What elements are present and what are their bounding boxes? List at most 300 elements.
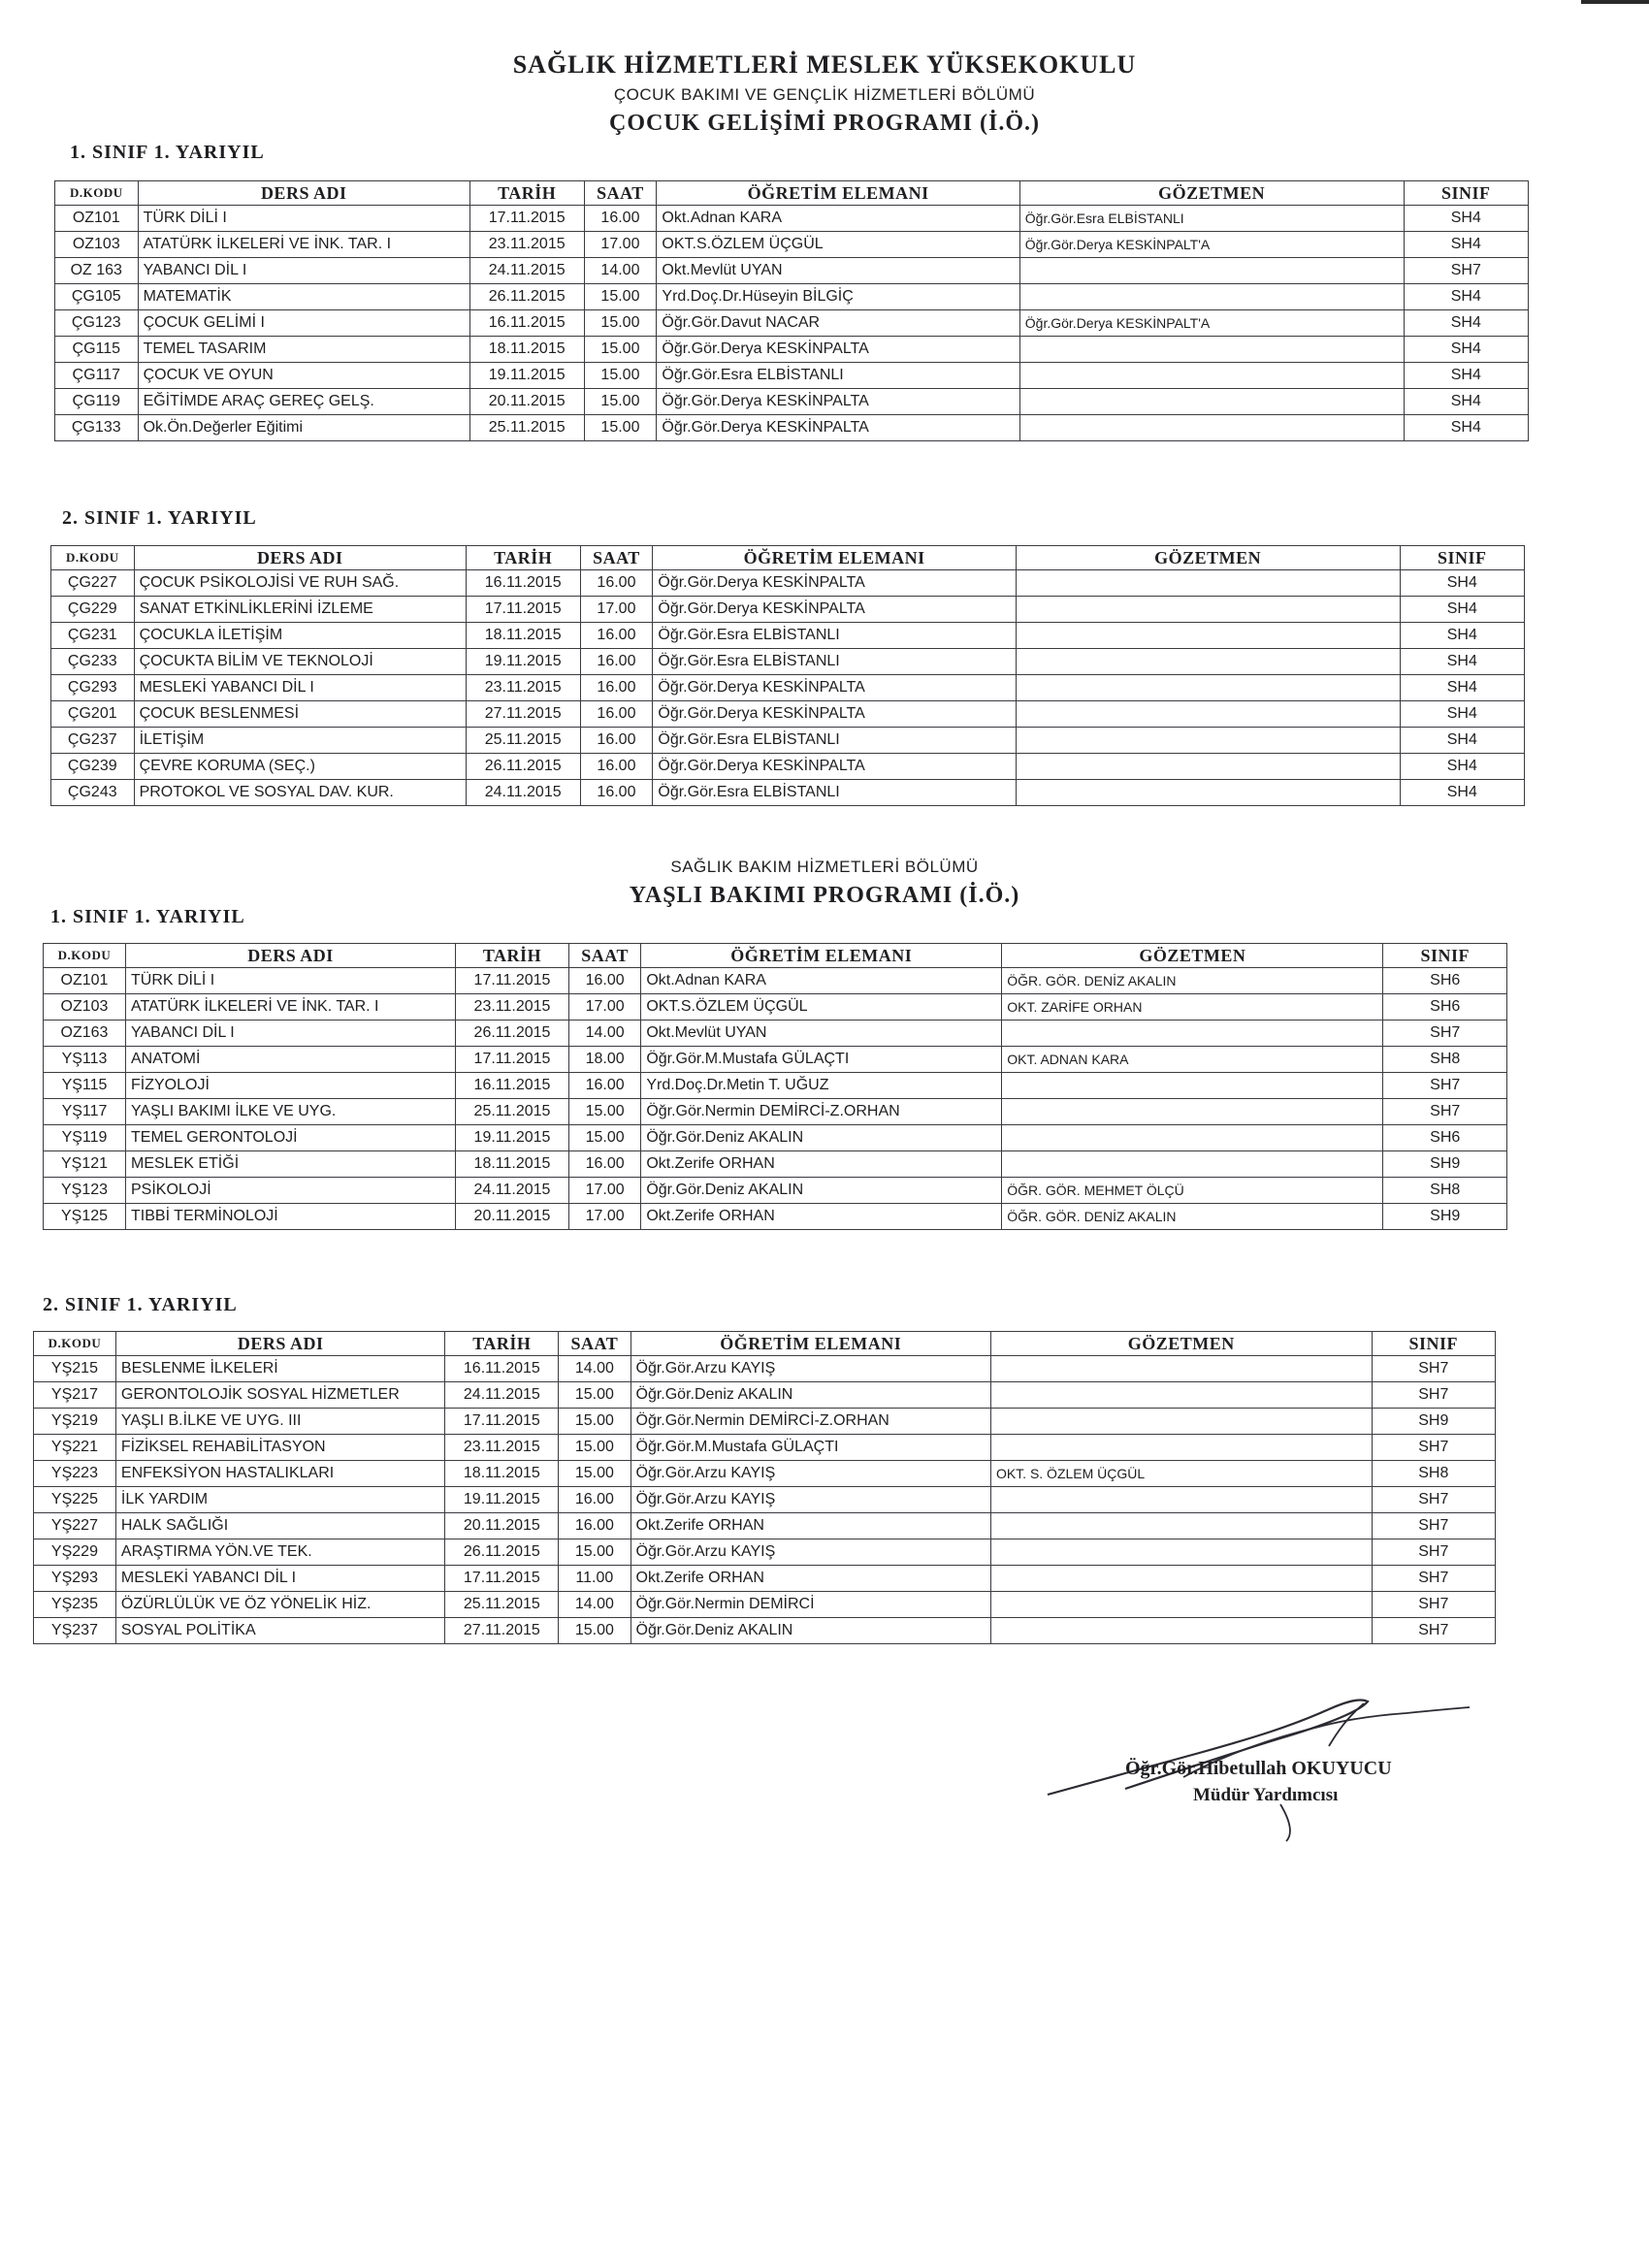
department-title-1: ÇOCUK BAKIMI VE GENÇLİK HİZMETLERİ BÖLÜMÜ xyxy=(613,85,1036,104)
cell-instructor: Okt.Mevlüt UYAN xyxy=(657,258,1019,284)
table-row xyxy=(51,701,1525,728)
cell-room: SH7 xyxy=(1372,1592,1495,1618)
column-header: D.KODU xyxy=(44,944,126,968)
cell-instructor: Öğr.Gör.Derya KESKİNPALTA xyxy=(653,701,1016,728)
cell-date: 17.11.2015 xyxy=(456,968,569,994)
table-row xyxy=(34,1618,1496,1644)
cell-instructor: Öğr.Gör.Deniz AKALIN xyxy=(641,1178,1002,1204)
column-header: GÖZETMEN xyxy=(1019,181,1404,206)
cell-code: ÇG201 xyxy=(51,701,135,728)
column-header: DERS ADI xyxy=(138,181,469,206)
school-title: SAĞLIK HİZMETLERİ MESLEK YÜKSEKOKULU xyxy=(512,50,1137,79)
cell-date: 16.11.2015 xyxy=(469,310,584,337)
cell-time: 16.00 xyxy=(568,1073,640,1099)
cell-date: 19.11.2015 xyxy=(466,649,580,675)
cell-time: 14.00 xyxy=(559,1592,630,1618)
cell-code: ÇG227 xyxy=(51,570,135,597)
cell-time: 14.00 xyxy=(584,258,657,284)
section-title-yb-2: 2. SINIF 1. YARIYIL xyxy=(43,1294,238,1315)
cell-date: 26.11.2015 xyxy=(445,1539,559,1566)
cell-room: SH4 xyxy=(1400,649,1524,675)
cell-instructor: Öğr.Gör.Deniz AKALIN xyxy=(641,1125,1002,1151)
cell-proctor: Öğr.Gör.Derya KESKİNPALT'A xyxy=(1019,232,1404,258)
cell-code: OZ163 xyxy=(44,1021,126,1047)
table-row xyxy=(44,1151,1507,1178)
cell-instructor: Öğr.Gör.Derya KESKİNPALTA xyxy=(657,389,1019,415)
signatory-name: Öğr.Gör.Hibetullah OKUYUCU xyxy=(1125,1758,1392,1779)
cell-instructor: Öğr.Gör.Derya KESKİNPALTA xyxy=(653,675,1016,701)
cell-room: SH4 xyxy=(1404,206,1528,232)
cell-proctor xyxy=(990,1409,1372,1435)
cell-proctor xyxy=(1002,1125,1383,1151)
table-row xyxy=(51,623,1525,649)
cell-room: SH7 xyxy=(1372,1487,1495,1513)
cell-instructor: Öğr.Gör.Derya KESKİNPALTA xyxy=(653,597,1016,623)
table-header-row xyxy=(51,546,1525,570)
column-header: DERS ADI xyxy=(115,1332,445,1356)
cell-time: 16.00 xyxy=(580,649,653,675)
table-header-row xyxy=(34,1332,1496,1356)
cell-course: ARAŞTIRMA YÖN.VE TEK. xyxy=(115,1539,445,1566)
cell-time: 17.00 xyxy=(580,597,653,623)
cell-time: 15.00 xyxy=(584,337,657,363)
cell-course: MESLEKİ YABANCI DİL I xyxy=(115,1566,445,1592)
cell-proctor xyxy=(990,1435,1372,1461)
table-row xyxy=(34,1592,1496,1618)
cell-course: İLETİŞİM xyxy=(134,728,466,754)
cell-course: YABANCI DİL I xyxy=(126,1021,456,1047)
cell-code: ÇG237 xyxy=(51,728,135,754)
cell-room: SH4 xyxy=(1404,284,1528,310)
cell-proctor xyxy=(990,1566,1372,1592)
cell-instructor: Okt.Zerife ORHAN xyxy=(641,1151,1002,1178)
table-row xyxy=(55,258,1529,284)
cell-time: 11.00 xyxy=(559,1566,630,1592)
cell-course: TIBBİ TERMİNOLOJİ xyxy=(126,1204,456,1230)
cell-instructor: Öğr.Gör.Derya KESKİNPALTA xyxy=(657,415,1019,441)
cell-course: SOSYAL POLİTİKA xyxy=(115,1618,445,1644)
cell-time: 16.00 xyxy=(584,206,657,232)
cell-date: 19.11.2015 xyxy=(456,1125,569,1151)
cell-instructor: Yrd.Doç.Dr.Hüseyin BİLGİÇ xyxy=(657,284,1019,310)
cell-proctor xyxy=(1016,728,1400,754)
cell-time: 15.00 xyxy=(559,1409,630,1435)
cell-room: SH4 xyxy=(1404,337,1528,363)
cell-time: 18.00 xyxy=(568,1047,640,1073)
cell-code: ÇG233 xyxy=(51,649,135,675)
column-header: SAAT xyxy=(568,944,640,968)
cell-room: SH7 xyxy=(1383,1073,1507,1099)
table-row xyxy=(44,1204,1507,1230)
cell-date: 24.11.2015 xyxy=(456,1178,569,1204)
cell-room: SH7 xyxy=(1372,1539,1495,1566)
cell-course: TÜRK DİLİ I xyxy=(138,206,469,232)
cell-instructor: Öğr.Gör.Nermin DEMİRCİ xyxy=(630,1592,990,1618)
cell-course: YAŞLI B.İLKE VE UYG. III xyxy=(115,1409,445,1435)
cell-room: SH9 xyxy=(1383,1204,1507,1230)
cell-instructor: Öğr.Gör.Esra ELBİSTANLI xyxy=(653,780,1016,806)
cell-course: ÇEVRE KORUMA (SEÇ.) xyxy=(134,754,466,780)
column-header: TARİH xyxy=(445,1332,559,1356)
cell-code: ÇG243 xyxy=(51,780,135,806)
table-row xyxy=(55,389,1529,415)
cell-code: ÇG119 xyxy=(55,389,139,415)
cell-room: SH7 xyxy=(1372,1618,1495,1644)
cell-date: 26.11.2015 xyxy=(469,284,584,310)
cell-time: 15.00 xyxy=(559,1539,630,1566)
cell-proctor xyxy=(1019,337,1404,363)
cell-time: 15.00 xyxy=(584,415,657,441)
cell-course: MATEMATİK xyxy=(138,284,469,310)
cell-proctor xyxy=(1016,570,1400,597)
cell-proctor: ÖĞR. GÖR. DENİZ AKALIN xyxy=(1002,968,1383,994)
cell-room: SH8 xyxy=(1383,1178,1507,1204)
cell-code: OZ103 xyxy=(44,994,126,1021)
table-row xyxy=(34,1409,1496,1435)
cell-date: 17.11.2015 xyxy=(469,206,584,232)
table-row xyxy=(55,310,1529,337)
table-row xyxy=(44,968,1507,994)
column-header: GÖZETMEN xyxy=(1002,944,1383,968)
table-row xyxy=(44,1047,1507,1073)
cell-room: SH6 xyxy=(1383,968,1507,994)
column-header: TARİH xyxy=(466,546,580,570)
cell-instructor: Öğr.Gör.Deniz AKALIN xyxy=(630,1618,990,1644)
cell-code: YŞ235 xyxy=(34,1592,116,1618)
cell-code: YŞ125 xyxy=(44,1204,126,1230)
cell-room: SH7 xyxy=(1372,1435,1495,1461)
cell-date: 16.11.2015 xyxy=(466,570,580,597)
cell-date: 20.11.2015 xyxy=(445,1513,559,1539)
cell-proctor: OKT. S. ÖZLEM ÜÇGÜL xyxy=(990,1461,1372,1487)
cell-date: 19.11.2015 xyxy=(469,363,584,389)
cell-instructor: Okt.Zerife ORHAN xyxy=(630,1566,990,1592)
cell-proctor xyxy=(1016,597,1400,623)
cell-code: ÇG229 xyxy=(51,597,135,623)
section-title-cg-2: 2. SINIF 1. YARIYIL xyxy=(62,507,257,529)
cell-instructor: Okt.Zerife ORHAN xyxy=(630,1513,990,1539)
column-header: D.KODU xyxy=(55,181,139,206)
cell-code: ÇG231 xyxy=(51,623,135,649)
schedule-table-yb-1 xyxy=(43,943,1507,1230)
cell-proctor xyxy=(1019,389,1404,415)
cell-proctor xyxy=(1016,623,1400,649)
table-row xyxy=(44,1073,1507,1099)
cell-date: 16.11.2015 xyxy=(445,1356,559,1382)
cell-code: OZ101 xyxy=(44,968,126,994)
cell-code: YŞ217 xyxy=(34,1382,116,1409)
table-row xyxy=(34,1487,1496,1513)
cell-room: SH4 xyxy=(1400,780,1524,806)
schedule-table-cg-2 xyxy=(50,545,1525,806)
cell-code: YŞ221 xyxy=(34,1435,116,1461)
cell-date: 17.11.2015 xyxy=(445,1566,559,1592)
cell-date: 27.11.2015 xyxy=(445,1618,559,1644)
cell-room: SH4 xyxy=(1404,310,1528,337)
cell-code: YŞ237 xyxy=(34,1618,116,1644)
cell-proctor xyxy=(1002,1151,1383,1178)
cell-course: ATATÜRK İLKELERİ VE İNK. TAR. I xyxy=(138,232,469,258)
section-title-cg-1: 1. SINIF 1. YARIYIL xyxy=(70,142,265,163)
cell-room: SH4 xyxy=(1404,415,1528,441)
cell-room: SH8 xyxy=(1383,1047,1507,1073)
cell-instructor: Öğr.Gör.Deniz AKALIN xyxy=(630,1382,990,1409)
cell-instructor: Öğr.Gör.Derya KESKİNPALTA xyxy=(653,754,1016,780)
cell-instructor: Yrd.Doç.Dr.Metin T. UĞUZ xyxy=(641,1073,1002,1099)
cell-code: OZ101 xyxy=(55,206,139,232)
program-title-1: ÇOCUK GELİŞİMİ PROGRAMI (İ.Ö.) xyxy=(608,111,1040,136)
cell-room: SH6 xyxy=(1383,1125,1507,1151)
cell-proctor xyxy=(990,1592,1372,1618)
cell-code: YŞ225 xyxy=(34,1487,116,1513)
cell-code: YŞ215 xyxy=(34,1356,116,1382)
department-title-2: SAĞLIK BAKIM HİZMETLERİ BÖLÜMÜ xyxy=(670,858,979,876)
table-header-row xyxy=(55,181,1529,206)
cell-room: SH9 xyxy=(1372,1409,1495,1435)
cell-room: SH4 xyxy=(1400,570,1524,597)
table-row xyxy=(34,1382,1496,1409)
cell-date: 16.11.2015 xyxy=(456,1073,569,1099)
table-row xyxy=(51,728,1525,754)
cell-code: YŞ113 xyxy=(44,1047,126,1073)
cell-instructor: Okt.Adnan KARA xyxy=(657,206,1019,232)
cell-date: 20.11.2015 xyxy=(469,389,584,415)
cell-room: SH4 xyxy=(1404,363,1528,389)
cell-room: SH4 xyxy=(1400,623,1524,649)
cell-course: ENFEKSİYON HASTALIKLARI xyxy=(115,1461,445,1487)
cell-proctor xyxy=(1002,1021,1383,1047)
cell-proctor xyxy=(990,1513,1372,1539)
column-header: ÖĞRETİM ELEMANI xyxy=(641,944,1002,968)
column-header: ÖĞRETİM ELEMANI xyxy=(653,546,1016,570)
cell-time: 15.00 xyxy=(559,1435,630,1461)
cell-proctor xyxy=(1016,649,1400,675)
table-row xyxy=(55,363,1529,389)
cell-code: ÇG115 xyxy=(55,337,139,363)
cell-instructor: Öğr.Gör.M.Mustafa GÜLAÇTI xyxy=(630,1435,990,1461)
cell-course: TEMEL GERONTOLOJİ xyxy=(126,1125,456,1151)
cell-instructor: Öğr.Gör.Davut NACAR xyxy=(657,310,1019,337)
cell-date: 26.11.2015 xyxy=(466,754,580,780)
cell-date: 17.11.2015 xyxy=(445,1409,559,1435)
cell-time: 15.00 xyxy=(568,1125,640,1151)
cell-proctor xyxy=(990,1382,1372,1409)
column-header: SINIF xyxy=(1372,1332,1495,1356)
column-header: GÖZETMEN xyxy=(990,1332,1372,1356)
column-header: TARİH xyxy=(469,181,584,206)
cell-course: ÖZÜRLÜLÜK VE ÖZ YÖNELİK HİZ. xyxy=(115,1592,445,1618)
cell-date: 26.11.2015 xyxy=(456,1021,569,1047)
table-row xyxy=(44,994,1507,1021)
cell-code: ÇG239 xyxy=(51,754,135,780)
cell-proctor xyxy=(990,1618,1372,1644)
cell-proctor xyxy=(1019,284,1404,310)
cell-room: SH7 xyxy=(1383,1021,1507,1047)
cell-date: 17.11.2015 xyxy=(466,597,580,623)
cell-room: SH4 xyxy=(1400,754,1524,780)
cell-time: 15.00 xyxy=(559,1382,630,1409)
cell-course: PROTOKOL VE SOSYAL DAV. KUR. xyxy=(134,780,466,806)
cell-course: ÇOCUK BESLENMESİ xyxy=(134,701,466,728)
cell-course: ÇOCUKLA İLETİŞİM xyxy=(134,623,466,649)
cell-proctor xyxy=(1019,415,1404,441)
table-row xyxy=(34,1566,1496,1592)
table-row xyxy=(51,570,1525,597)
cell-course: TÜRK DİLİ I xyxy=(126,968,456,994)
cell-date: 19.11.2015 xyxy=(445,1487,559,1513)
cell-course: BESLENME İLKELERİ xyxy=(115,1356,445,1382)
cell-date: 25.11.2015 xyxy=(445,1592,559,1618)
cell-time: 16.00 xyxy=(580,780,653,806)
cell-instructor: Öğr.Gör.Esra ELBİSTANLI xyxy=(657,363,1019,389)
section-title-yb-1: 1. SINIF 1. YARIYIL xyxy=(50,906,245,927)
cell-time: 14.00 xyxy=(568,1021,640,1047)
cell-date: 25.11.2015 xyxy=(456,1099,569,1125)
cell-proctor xyxy=(1002,1099,1383,1125)
cell-instructor: OKT.S.ÖZLEM ÜÇGÜL xyxy=(657,232,1019,258)
column-header: D.KODU xyxy=(34,1332,116,1356)
cell-room: SH8 xyxy=(1372,1461,1495,1487)
cell-time: 15.00 xyxy=(584,389,657,415)
cell-room: SH7 xyxy=(1404,258,1528,284)
table-row xyxy=(51,754,1525,780)
cell-course: FİZİKSEL REHABİLİTASYON xyxy=(115,1435,445,1461)
table-row xyxy=(34,1513,1496,1539)
cell-code: ÇG133 xyxy=(55,415,139,441)
column-header: D.KODU xyxy=(51,546,135,570)
cell-code: ÇG105 xyxy=(55,284,139,310)
cell-course: FİZYOLOJİ xyxy=(126,1073,456,1099)
cell-instructor: Öğr.Gör.Arzu KAYIŞ xyxy=(630,1356,990,1382)
table-row xyxy=(44,1099,1507,1125)
column-header: SAAT xyxy=(584,181,657,206)
cell-date: 18.11.2015 xyxy=(445,1461,559,1487)
cell-date: 24.11.2015 xyxy=(466,780,580,806)
cell-proctor: Öğr.Gör.Derya KESKİNPALT'A xyxy=(1019,310,1404,337)
cell-code: YŞ219 xyxy=(34,1409,116,1435)
cell-instructor: OKT.S.ÖZLEM ÜÇGÜL xyxy=(641,994,1002,1021)
cell-proctor xyxy=(1019,363,1404,389)
table-row xyxy=(44,1021,1507,1047)
table-row xyxy=(55,337,1529,363)
cell-time: 16.00 xyxy=(568,1151,640,1178)
cell-date: 20.11.2015 xyxy=(456,1204,569,1230)
cell-course: ATATÜRK İLKELERİ VE İNK. TAR. I xyxy=(126,994,456,1021)
cell-room: SH4 xyxy=(1400,597,1524,623)
cell-proctor xyxy=(990,1356,1372,1382)
column-header: TARİH xyxy=(456,944,569,968)
cell-code: YŞ293 xyxy=(34,1566,116,1592)
column-header: SAAT xyxy=(559,1332,630,1356)
cell-room: SH7 xyxy=(1372,1566,1495,1592)
cell-time: 15.00 xyxy=(568,1099,640,1125)
cell-room: SH4 xyxy=(1400,728,1524,754)
cell-time: 16.00 xyxy=(580,728,653,754)
cell-time: 16.00 xyxy=(568,968,640,994)
cell-code: ÇG117 xyxy=(55,363,139,389)
table-row xyxy=(51,675,1525,701)
cell-course: TEMEL TASARIM xyxy=(138,337,469,363)
cell-proctor xyxy=(990,1539,1372,1566)
column-header: SINIF xyxy=(1404,181,1528,206)
cell-course: HALK SAĞLIĞI xyxy=(115,1513,445,1539)
table-row xyxy=(55,415,1529,441)
cell-time: 16.00 xyxy=(580,754,653,780)
cell-course: ÇOCUK GELİMİ I xyxy=(138,310,469,337)
cell-time: 16.00 xyxy=(559,1513,630,1539)
cell-code: OZ 163 xyxy=(55,258,139,284)
cell-room: SH7 xyxy=(1372,1513,1495,1539)
cell-date: 25.11.2015 xyxy=(466,728,580,754)
cell-course: ÇOCUK PSİKOLOJİSİ VE RUH SAĞ. xyxy=(134,570,466,597)
cell-course: SANAT ETKİNLİKLERİNİ İZLEME xyxy=(134,597,466,623)
column-header: DERS ADI xyxy=(126,944,456,968)
cell-instructor: Öğr.Gör.Esra ELBİSTANLI xyxy=(653,623,1016,649)
cell-instructor: Öğr.Gör.Nermin DEMİRCİ-Z.ORHAN xyxy=(641,1099,1002,1125)
table-row xyxy=(34,1539,1496,1566)
cell-instructor: Öğr.Gör.Arzu KAYIŞ xyxy=(630,1539,990,1566)
cell-room: SH4 xyxy=(1404,389,1528,415)
cell-proctor: OKT. ZARİFE ORHAN xyxy=(1002,994,1383,1021)
cell-time: 16.00 xyxy=(580,675,653,701)
cell-proctor: Öğr.Gör.Esra ELBİSTANLI xyxy=(1019,206,1404,232)
cell-code: ÇG293 xyxy=(51,675,135,701)
cell-time: 16.00 xyxy=(580,701,653,728)
table-row xyxy=(55,284,1529,310)
table-row xyxy=(55,232,1529,258)
cell-date: 24.11.2015 xyxy=(445,1382,559,1409)
cell-course: YAŞLI BAKIMI İLKE VE UYG. xyxy=(126,1099,456,1125)
cell-date: 18.11.2015 xyxy=(469,337,584,363)
scan-edge-mark xyxy=(1581,0,1649,4)
cell-time: 16.00 xyxy=(580,623,653,649)
cell-proctor xyxy=(1016,754,1400,780)
cell-time: 15.00 xyxy=(584,310,657,337)
cell-instructor: Öğr.Gör.Esra ELBİSTANLI xyxy=(653,649,1016,675)
cell-date: 18.11.2015 xyxy=(456,1151,569,1178)
cell-code: YŞ119 xyxy=(44,1125,126,1151)
table-row xyxy=(34,1356,1496,1382)
cell-code: YŞ121 xyxy=(44,1151,126,1178)
cell-course: ÇOCUK VE OYUN xyxy=(138,363,469,389)
program-title-2: YAŞLI BAKIMI PROGRAMI (İ.Ö.) xyxy=(629,883,1020,908)
cell-instructor: Öğr.Gör.Nermin DEMİRCİ-Z.ORHAN xyxy=(630,1409,990,1435)
cell-date: 25.11.2015 xyxy=(469,415,584,441)
cell-time: 15.00 xyxy=(559,1461,630,1487)
cell-time: 15.00 xyxy=(584,363,657,389)
schedule-table-yb-2 xyxy=(33,1331,1496,1644)
table-row xyxy=(44,1178,1507,1204)
cell-proctor: ÖĞR. GÖR. DENİZ AKALIN xyxy=(1002,1204,1383,1230)
cell-code: YŞ117 xyxy=(44,1099,126,1125)
signatory-role: Müdür Yardımcısı xyxy=(1193,1785,1339,1805)
table-row xyxy=(34,1461,1496,1487)
cell-time: 17.00 xyxy=(568,1178,640,1204)
cell-code: YŞ223 xyxy=(34,1461,116,1487)
cell-code: YŞ123 xyxy=(44,1178,126,1204)
cell-course: Ok.Ön.Değerler Eğitimi xyxy=(138,415,469,441)
cell-proctor: OKT. ADNAN KARA xyxy=(1002,1047,1383,1073)
cell-time: 14.00 xyxy=(559,1356,630,1382)
column-header: SAAT xyxy=(580,546,653,570)
cell-instructor: Öğr.Gör.Arzu KAYIŞ xyxy=(630,1487,990,1513)
table-row xyxy=(55,206,1529,232)
cell-time: 16.00 xyxy=(559,1487,630,1513)
column-header: DERS ADI xyxy=(134,546,466,570)
cell-date: 24.11.2015 xyxy=(469,258,584,284)
cell-date: 23.11.2015 xyxy=(466,675,580,701)
cell-code: OZ103 xyxy=(55,232,139,258)
